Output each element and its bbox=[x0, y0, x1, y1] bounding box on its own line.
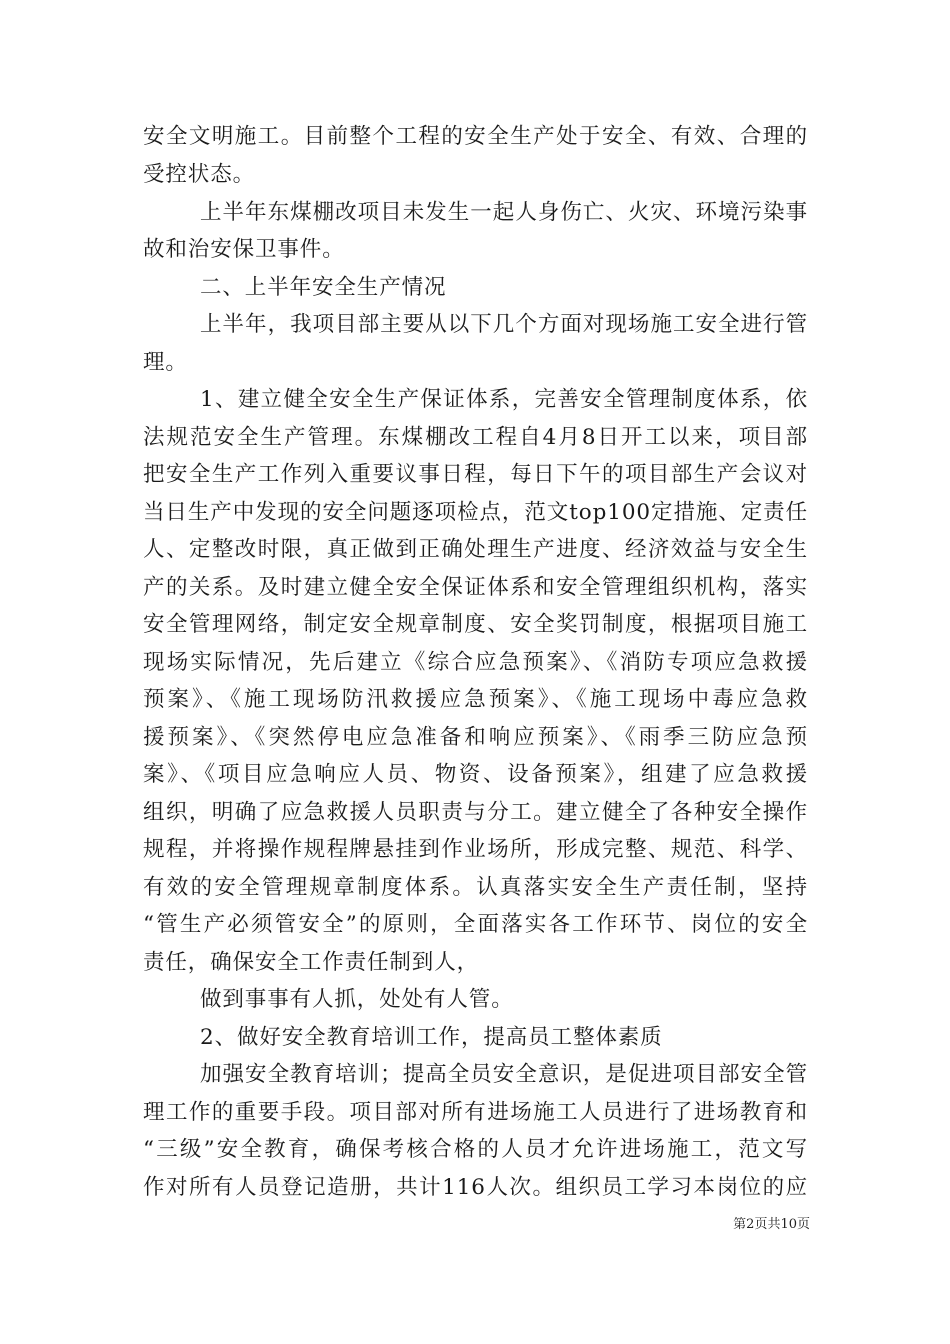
text-line: 组织，明确了应急救援人员职责与分工。建立健全了各种安全操作 bbox=[143, 800, 808, 825]
text-line: 上半年，我项目部主要从以下几个方面对现场施工安全进行管 bbox=[200, 312, 808, 337]
text-line: 责任，确保安全工作责任制到人， bbox=[143, 950, 480, 975]
text-line: 产的关系。及时建立健全安全保证体系和安全管理组织机构，落实 bbox=[143, 575, 808, 600]
text-line: 案》、《项目应急响应人员、物资、设备预案》，组建了应急救援 bbox=[143, 762, 808, 787]
text-line: 规程，并将操作规程牌悬挂到作业场所，形成完整、规范、科学、 bbox=[143, 837, 808, 862]
text-line: 上半年东煤棚改项目未发生一起人身伤亡、火灾、环境污染事 bbox=[200, 200, 808, 225]
text-line: 理工作的重要手段。项目部对所有进场施工人员进行了进场教育和 bbox=[143, 1100, 808, 1125]
text-line: 1、建立健全安全生产保证体系，完善安全管理制度体系，依 bbox=[200, 387, 808, 412]
text-line: 安全管理网络，制定安全规章制度、安全奖罚制度，根据项目施工 bbox=[143, 612, 808, 637]
text-line: 把安全生产工作列入重要议事日程，每日下午的项目部生产会议对 bbox=[143, 462, 808, 487]
text-line: “三级”安全教育，确保考核合格的人员才允许进场施工，范文写 bbox=[143, 1137, 808, 1162]
page-number: 第2页共10页 bbox=[733, 1217, 810, 1232]
text-line: 人、定整改时限，真正做到正确处理生产进度、经济效益与安全生 bbox=[143, 537, 808, 562]
section-heading: 2、做好安全教育培训工作，提高员工整体素质 bbox=[200, 1025, 663, 1050]
text-line: 安全文明施工。目前整个工程的安全生产处于安全、有效、合理的 bbox=[143, 124, 808, 149]
text-line: 加强安全教育培训；提高全员安全意识，是促进项目部安全管 bbox=[200, 1062, 808, 1087]
text-line: “管生产必须管安全”的原则，全面落实各工作环节、岗位的安全 bbox=[143, 912, 808, 937]
text-line: 现场实际情况，先后建立《综合应急预案》、《消防专项应急救援 bbox=[143, 650, 808, 675]
text-line: 预案》、《施工现场防汛救援应急预案》、《施工现场中毒应急救 bbox=[143, 687, 808, 712]
text-line: 援预案》、《突然停电应急准备和响应预案》、《雨季三防应急预 bbox=[143, 725, 808, 750]
text-line: 故和治安保卫事件。 bbox=[143, 237, 345, 262]
text-line: 作对所有人员登记造册，共计116人次。组织员工学习本岗位的应 bbox=[143, 1175, 808, 1200]
text-line: 当日生产中发现的安全问题逐项检点，范文top100定措施、定责任 bbox=[143, 500, 808, 525]
text-line: 受控状态。 bbox=[143, 162, 256, 187]
section-heading: 二、上半年安全生产情况 bbox=[200, 275, 447, 300]
text-line: 有效的安全管理规章制度体系。认真落实安全生产责任制，坚持 bbox=[143, 875, 808, 900]
text-line: 理。 bbox=[143, 350, 188, 375]
text-line: 法规范安全生产管理。东煤棚改工程自4月8日开工以来，项目部 bbox=[143, 425, 808, 450]
text-line: 做到事事有人抓，处处有人管。 bbox=[200, 987, 514, 1012]
